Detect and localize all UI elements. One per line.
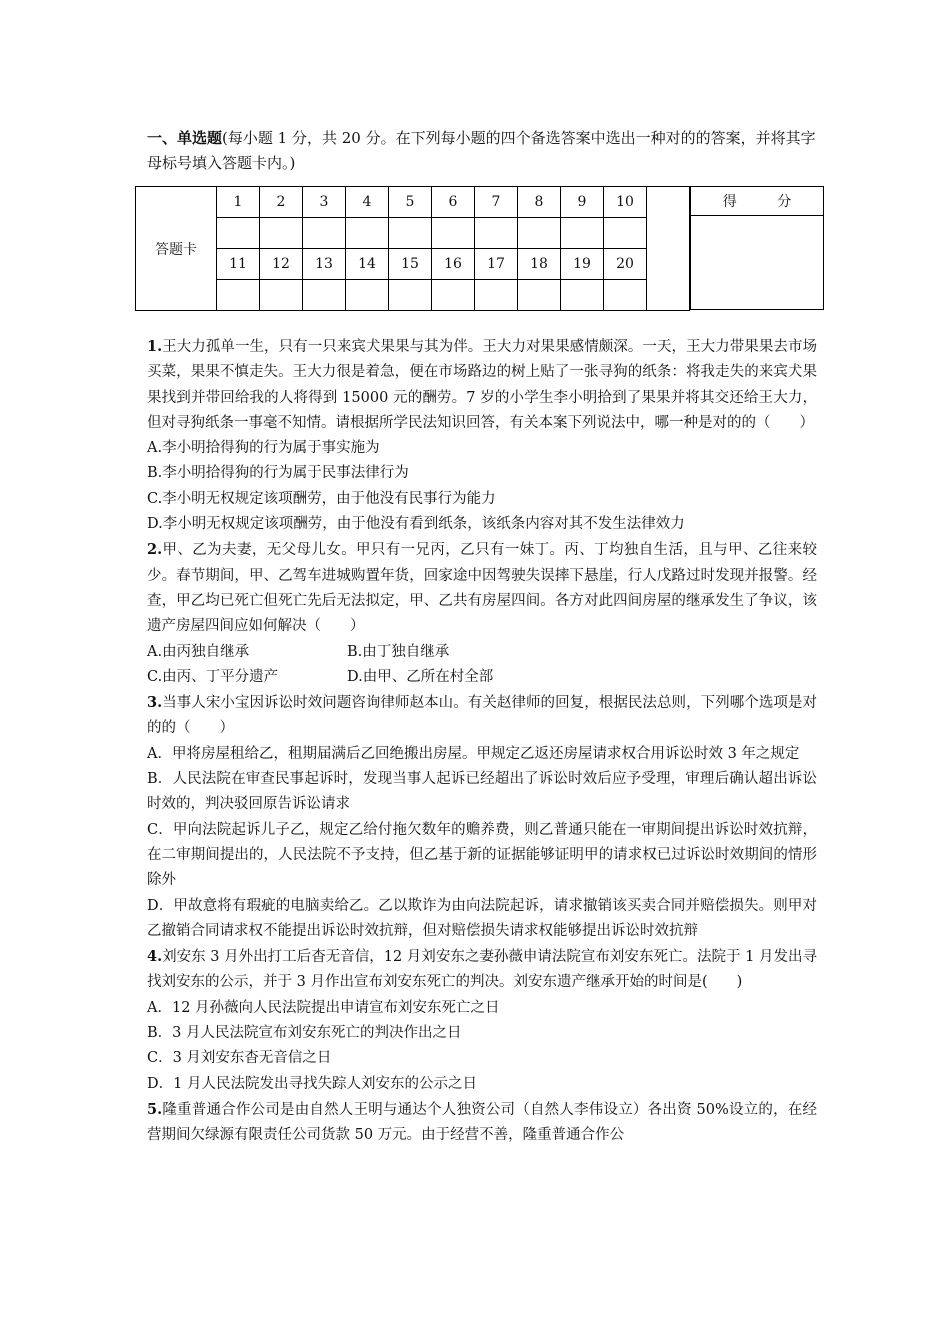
answer-number: 14 <box>346 249 389 280</box>
option-row <box>147 640 817 665</box>
answer-number: 7 <box>475 187 518 218</box>
section-title: 一、单选题 <box>147 129 223 147</box>
option-row <box>147 665 817 690</box>
answer-cell[interactable] <box>217 280 260 311</box>
question-number: 4. <box>147 948 163 966</box>
answer-number: 12 <box>260 249 303 280</box>
answer-card-table <box>135 186 690 311</box>
question-stem <box>147 1097 817 1149</box>
answer-card-spacer <box>647 187 690 311</box>
answer-cell[interactable] <box>260 280 303 311</box>
option: D.由甲、乙所在村全部 <box>347 668 494 685</box>
score-box <box>690 186 824 310</box>
answer-number: 4 <box>346 187 389 218</box>
answer-number: 16 <box>432 249 475 280</box>
section-heading <box>147 126 817 176</box>
answer-number: 17 <box>475 249 518 280</box>
answer-number: 20 <box>604 249 647 280</box>
question-text: 甲、乙为夫妻，无父母儿女。甲只有一兄丙，乙只有一妹丁。丙、丁均独自生活，且与甲、乙往来较少。春节期间，甲、乙驾车进城购置年货，回家途中因驾驶失误摔下悬崖，行人戊路过时发现并报警。经查，甲乙均已死亡但死亡先后无法拟定，甲、乙共有房屋四间。各方对此四间房屋的继承发生了争议，该遗产房屋四间应如何解决（ ） <box>147 542 817 635</box>
answer-cell[interactable] <box>303 218 346 249</box>
option: A.李小明拾得狗的行为属于事实施为 <box>147 440 380 457</box>
question-text: 刘安东 3 月外出打工后杳无音信，12 月刘安东之妻孙薇申请法院宣布刘安东死亡。法院于 1 月发出寻找刘安东的公示，并于 3 月作出宣布刘安东死亡的判决。刘安东遗产继承开始的时间是( ) <box>147 949 817 991</box>
answer-cell[interactable] <box>260 218 303 249</box>
answer-number: 2 <box>260 187 303 218</box>
answer-number: 9 <box>561 187 604 218</box>
answer-cell[interactable] <box>561 280 604 311</box>
question-number: 2. <box>147 541 163 559</box>
section-instruction: (每小题 1 分，共 20 分。在下列每小题的四个备选答案中选出一种对的的答案，并将其字母标号填入答题卡内。) <box>147 129 816 172</box>
answer-number: 10 <box>604 187 647 218</box>
answer-cell[interactable] <box>432 280 475 311</box>
question-stem <box>147 690 817 742</box>
answer-cell[interactable] <box>217 218 260 249</box>
option: B.李小明拾得狗的行为属于民事法律行为 <box>147 465 409 482</box>
answer-cell[interactable] <box>604 280 647 311</box>
option: A．12 月孙薇向人民法院提出申请宣布刘安东死亡之日 <box>147 999 500 1016</box>
answer-number: 1 <box>217 187 260 218</box>
answer-number: 11 <box>217 249 260 280</box>
option: B．人民法院在审查民事起诉时，发现当事人起诉已经超出了诉讼时效后应予受理，审理后确认超出诉讼时效的，判决驳回原告诉讼请求 <box>147 771 817 813</box>
question-stem <box>147 944 817 996</box>
option: C．3 月刘安东杳无音信之日 <box>147 1050 332 1067</box>
question-number: 1. <box>147 338 163 355</box>
option: C.李小明无权规定该项酬劳，由于他没有民事行为能力 <box>147 490 496 507</box>
answer-number: 19 <box>561 249 604 280</box>
answer-cell[interactable] <box>303 280 346 311</box>
answer-cell[interactable] <box>475 280 518 311</box>
answer-number: 6 <box>432 187 475 218</box>
option: C．甲向法院起诉儿子乙，规定乙给付拖欠数年的赡养费，则乙普通只能在一审期间提出诉讼时效抗辩，在二审期间提出的，人民法院不予支持，但乙基于新的证据能够证明甲的请求权已过诉讼时效期间的情形除外 <box>147 821 817 889</box>
option: A．甲将房屋租给乙，租期届满后乙回绝搬出房屋。甲规定乙返还房屋请求权合用诉讼时效 3 年之规定 <box>147 745 800 762</box>
answer-number: 13 <box>303 249 346 280</box>
question-stem <box>147 334 817 436</box>
option: D．甲故意将有瑕疵的电脑卖给乙。乙以欺诈为由向法院起诉，请求撤销该买卖合同并赔偿损失。则甲对乙撤销合同请求权不能提出诉讼时效抗辩，但对赔偿损失请求权能够提出诉讼时效抗辩 <box>147 897 817 939</box>
option: A.由丙独自继承 <box>147 643 250 660</box>
question-text: 王大力孤单一生，只有一只来宾犬果果与其为伴。王大力对果果感情颇深。一天，王大力带果果去市场买菜，果果不慎走失。王大力很是着急，便在市场路边的树上贴了一张寻狗的纸条：将我走失的来宾犬果果找到并带回给我的人将得到 15000 元的酬劳。7 岁的小学生李小明拾到了果果并将其交还给王大力，但对寻狗纸条一事毫不知情。请根据所学民法知识回答，有关本案下列说法中，哪一种是对的的（ ） <box>147 339 817 431</box>
answer-cell[interactable] <box>518 280 561 311</box>
question-number: 3. <box>147 694 163 712</box>
answer-number: 8 <box>518 187 561 218</box>
option: B．3 月人民法院宣布刘安东死亡的判决作出之日 <box>147 1025 462 1042</box>
option: D．1 月人民法院发出寻找失踪人刘安东的公示之日 <box>147 1075 477 1092</box>
question-number: 5. <box>147 1100 163 1118</box>
answer-number: 15 <box>389 249 432 280</box>
answer-cell[interactable] <box>389 280 432 311</box>
answer-cell[interactable] <box>346 280 389 311</box>
answer-number: 18 <box>518 249 561 280</box>
answer-cell[interactable] <box>518 218 561 249</box>
answer-cell[interactable] <box>604 218 647 249</box>
answer-cell[interactable] <box>432 218 475 249</box>
option: D.李小明无权规定该项酬劳，由于他没有看到纸条，该纸条内容对其不发生法律效力 <box>147 516 685 533</box>
answer-number: 3 <box>303 187 346 218</box>
option: B.由丁独自继承 <box>347 643 450 660</box>
question-text: 当事人宋小宝因诉讼时效问题咨询律师赵本山。有关赵律师的回复，根据民法总则，下列哪个选项是对的的（ ） <box>147 695 817 737</box>
questions-body <box>147 334 817 1149</box>
answer-cell[interactable] <box>346 218 389 249</box>
question-stem <box>147 537 817 639</box>
answer-cell[interactable] <box>561 218 604 249</box>
score-field[interactable] <box>691 216 824 310</box>
answer-number: 5 <box>389 187 432 218</box>
answer-cell[interactable] <box>475 218 518 249</box>
question-text: 隆重普通合作公司是由自然人王明与通达个人独资公司（自然人李伟设立）各出资 50%设立的，在经营期间欠绿源有限责任公司货款 50 万元。由于经营不善，隆重普通合作公 <box>147 1101 817 1144</box>
answer-cell[interactable] <box>389 218 432 249</box>
answer-card-label: 答题卡 <box>136 187 217 311</box>
option: C.由丙、丁平分遗产 <box>147 668 279 685</box>
score-label: 得 分 <box>691 187 824 216</box>
